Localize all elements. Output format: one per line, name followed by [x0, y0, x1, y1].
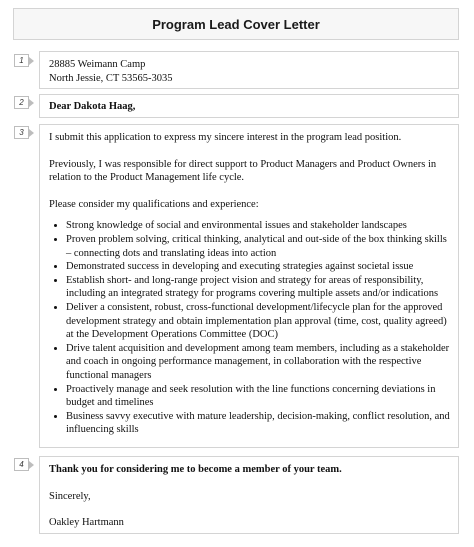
- address-line-1: 28885 Weimann Camp: [49, 59, 146, 70]
- previous-role-paragraph: Previously, I was responsible for direct support to Product Managers and Product Owners in relation to the Product Management life cycle.: [49, 158, 437, 184]
- section-number-3: 3: [14, 126, 29, 139]
- greeting-section: [39, 94, 459, 118]
- intro-paragraph: I submit this application to express my sincere interest in the program lead position.: [49, 132, 402, 143]
- section-number-4: 4: [14, 458, 29, 471]
- section-number-1: 1: [14, 54, 29, 67]
- list-item: • Deliver a consistent, robust, cross-functional development/lifecycle plan for the approved development strategy and obtain implementation plan approval (time, cost, quality agreed) at the Development Operations Committee (DOC): [66, 301, 450, 342]
- address-line-2: North Jessie, CT 53565-3035: [49, 72, 173, 84]
- list-item: • Drive talent acquisition and development among team members, including as a stakeholder and coach in ongoing performance management, in collaboration with the respective functional managers: [66, 342, 450, 383]
- list-item: • Proven problem solving, critical thinking, analytical and out-side of the box thinking skills – connecting dots and translating ideas into action: [66, 233, 450, 260]
- document-title: Program Lead Cover Letter: [152, 16, 320, 32]
- list-item: • Business savvy executive with mature leadership, decision-making, conflict resolution, and influencing skills: [66, 410, 450, 437]
- list-item: • Strong knowledge of social and environmental issues and stakeholder landscapes: [66, 219, 450, 233]
- closing-section: [39, 456, 459, 534]
- body-section: [39, 124, 459, 448]
- list-item: • Demonstrated success in developing and executing strategies against societal issue: [66, 260, 450, 274]
- thank-you-line: Thank you for considering me to become a member of your team.: [49, 464, 342, 475]
- qualifications-list: [49, 219, 450, 437]
- address-section: [39, 51, 459, 89]
- document-title-bar: [13, 8, 459, 40]
- section-number-2: 2: [14, 96, 29, 109]
- list-item: • Proactively manage and seek resolution with the line functions concerning deviations in budget and timelines: [66, 383, 450, 410]
- greeting: Dear Dakota Haag,: [49, 101, 136, 112]
- list-item: • Establish short- and long-range project vision and strategy for areas of responsibility, including an integrated strategy for programs covering multiple assets and/or indications: [66, 274, 450, 301]
- signature-name: Oakley Hartmann: [49, 517, 124, 529]
- closing-salutation: Sincerely,: [49, 490, 91, 502]
- qualifications-intro: Please consider my qualifications and experience:: [49, 198, 259, 210]
